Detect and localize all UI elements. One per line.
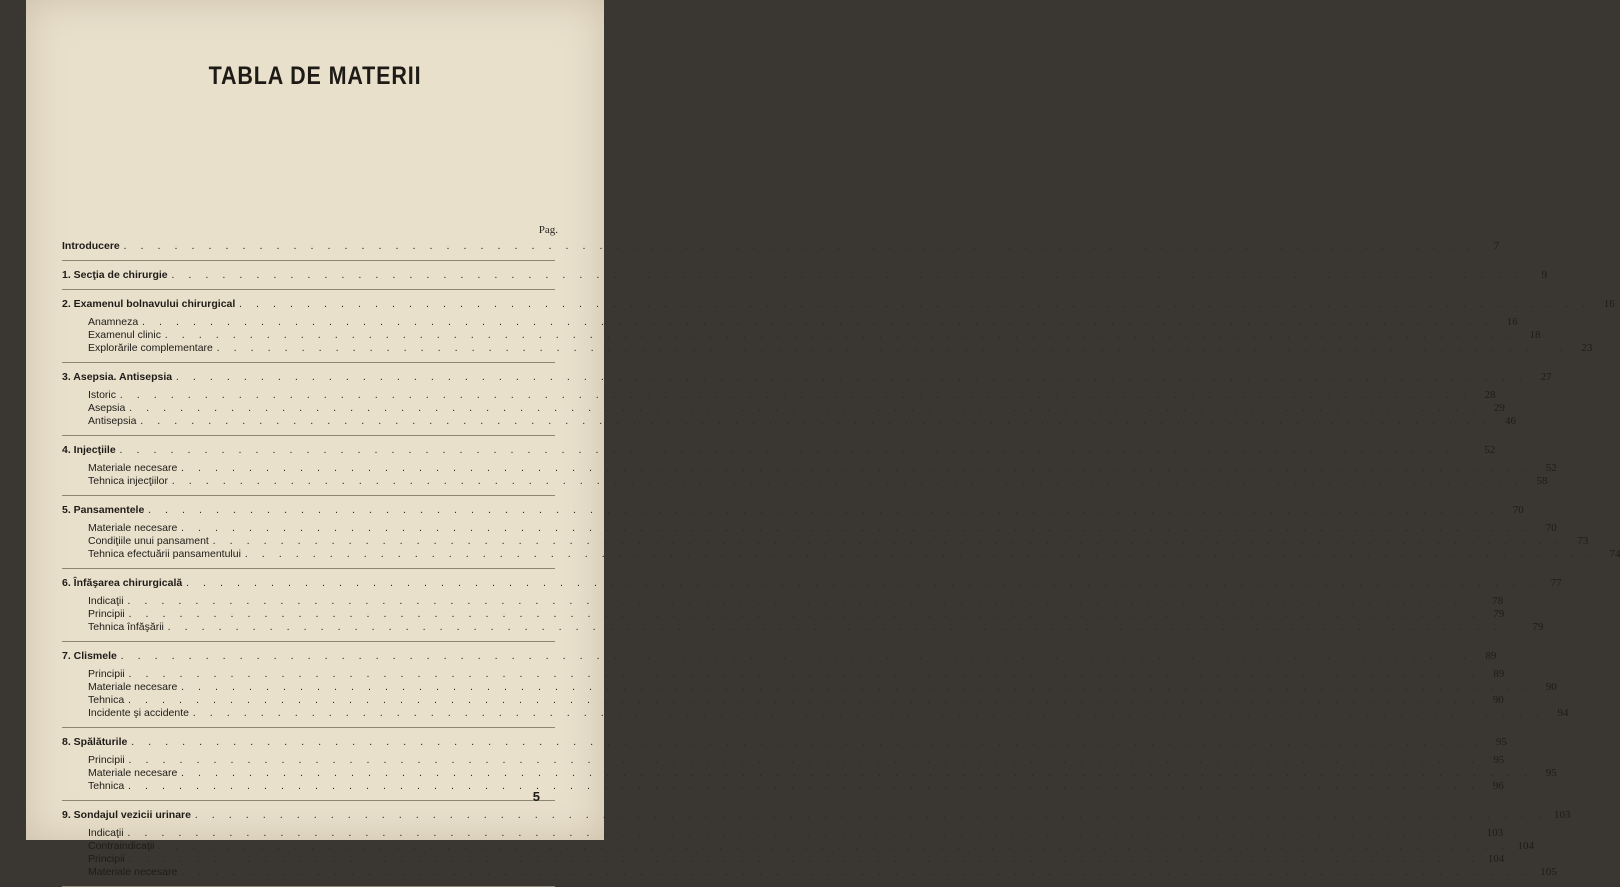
toc-chapter	[62, 444, 1496, 457]
dot-leader: . . . . . . . . . . . . . . . . . . . . . . . . . . . . . . . . . . . . . . . . . . . . . . . . . . . . . . . . . . . . . . . . . . . . . . . . . . . . . . . .	[128, 695, 1480, 706]
toc-subsection-title: Materiale necesare	[88, 767, 178, 779]
toc-subsection-group	[62, 827, 1557, 879]
dot-leader: . . . . . . . . . . . . . . . . . . . . . . . . . . . . . . . . . . . . . . . . . . . . . . . . . . . . . . . . . . . . . . . . . . . . . . . . . . . . . . . .	[181, 523, 1533, 534]
toc-subsection-page: 90	[1545, 681, 1557, 693]
toc-subsection-page: 46	[1504, 415, 1516, 427]
dot-leader: . . . . . . . . . . . . . . . . . . . . . . . . . . . . . . . . . . . . . . . . . . . . . . . . . . . . . . . . . . . . . . . . . . . . . . . . . . . . . . . .	[181, 682, 1533, 693]
dot-leader: . . . . . . . . . . . . . . . . . . . . . . . . . . . . . . . . . . . . . . . . . . . . . . . . . . . . . . . . . . . . . . . . . . . . . . . . . . . . . . . .	[212, 536, 1565, 547]
toc-subsection-page: 73	[1577, 535, 1589, 547]
section-divider	[62, 260, 555, 261]
toc-subsection-title: Materiale necesare	[88, 866, 178, 878]
toc-subsection	[62, 707, 1569, 720]
toc-subsection	[62, 754, 1505, 767]
page-column-header: Pag.	[538, 224, 558, 236]
page-number: 5	[532, 789, 540, 804]
section-divider	[62, 641, 555, 642]
toc-subsection-page: 104	[1517, 840, 1535, 852]
toc-subsection-title: Principii	[88, 853, 125, 865]
dot-leader: . . . . . . . . . . . . . . . . . . . . . . . . . . . . . . . . . . . . . . . . . . . . . . . . . . . . . . . . . . . . . . . . . . . . . . . . . . . . . . . .	[181, 768, 1533, 779]
toc-subsection-title: Incidente şi accidente	[88, 707, 189, 719]
toc-subsection-group	[62, 462, 1557, 488]
toc-subsection-title: Principii	[88, 608, 125, 620]
toc-chapter-page: 9	[1541, 269, 1548, 281]
toc-subsection-title: Anamneza	[88, 316, 139, 328]
toc-subsection-page: 89	[1493, 668, 1505, 680]
dot-leader: . . . . . . . . . . . . . . . . . . . . . . . . . . . . . . . . . . . . . . . . . . . . . . . . . . . . . . . . . . . . . . . . . . . . . . . . . . . . . . . .	[171, 270, 1524, 281]
toc-subsection-page: 70	[1545, 522, 1557, 534]
toc-subsection-group	[62, 316, 1593, 355]
toc-subsection-title: Tehnica înfăşării	[88, 621, 164, 633]
toc-chapter-page: 7	[1493, 240, 1500, 252]
toc-subsection-page: 16	[1506, 316, 1518, 328]
toc-chapter-page: 27	[1540, 371, 1552, 383]
dot-leader: . . . . . . . . . . . . . . . . . . . . . . . . . . . . . . . . . . . . . . . . . . . . . . . . . . . . . . . . . . . . . . . . . . . . . . . . . . . . . . . .	[123, 241, 1476, 252]
toc-subsection	[62, 415, 1516, 428]
toc-subsection	[62, 548, 1620, 561]
toc-chapter-title: 2. Examenul bolnavului chirurgical	[62, 298, 236, 310]
toc-subsection-page: 29	[1493, 402, 1505, 414]
toc-subsection-title: Tehnica efectuării pansamentului	[88, 548, 241, 560]
toc-subsection-page: 58	[1536, 475, 1548, 487]
toc-subsection-title: Tehnica	[88, 694, 125, 706]
dot-leader: . . . . . . . . . . . . . . . . . . . . . . . . . . . . . . . . . . . . . . . . . . . . . . . . . . . . . . . . . . . . . . . . . . . . . . . . . . . . . . . .	[128, 609, 1481, 620]
toc-subsection	[62, 866, 1557, 879]
section-divider	[62, 289, 555, 290]
dot-leader: . . . . . . . . . . . . . . . . . . . . . . . . . . . . . . . . . . . . . . . . . . . . . . . . . . . . . . . . . . . . . . . . . . . . . . . . . . . . . . . .	[131, 737, 1483, 748]
book-page	[26, 0, 1620, 878]
toc-chapter-page: 89	[1485, 650, 1497, 662]
toc-subsection-title: Explorările complementare	[88, 342, 213, 354]
toc-subsection-group	[62, 389, 1516, 428]
section-divider	[62, 727, 555, 728]
section-divider	[62, 435, 555, 436]
dot-leader: . . . . . . . . . . . . . . . . . . . . . . . . . . . . . . . . . . . . . . . . . . . . . . . . . . . . . . . . . . . . . . . . . . . . . . . . . . . . . . . .	[128, 669, 1481, 680]
toc-subsection-group	[62, 522, 1620, 561]
toc-subsection-title: Principii	[88, 668, 125, 680]
toc-subsection	[62, 595, 1504, 608]
toc-subsection	[62, 694, 1504, 707]
toc-chapter-title: 9. Sondajul vezicii urinare	[62, 809, 191, 821]
toc-subsection	[62, 621, 1544, 634]
dot-leader: . . . . . . . . . . . . . . . . . . . . . . . . . . . . . . . . . . . . . . . . . . . . . . . . . . . . . . . . . . . . . . . . . . . . . . . . . . . . . . . .	[128, 755, 1481, 766]
toc-chapter-title: 8. Spălăturile	[62, 736, 128, 748]
toc-subsection-title: Antisepsia	[88, 415, 137, 427]
toc-chapter-page: 70	[1512, 504, 1524, 516]
toc-subsection	[62, 535, 1589, 548]
toc-chapter-title: 1. Secţia de chirurgie	[62, 269, 168, 281]
dot-leader: . . . . . . . . . . . . . . . . . . . . . . . . . . . . . . . . . . . . . . . . . . . . . . . . . . . . . . . . . . . . . . . . . . . . . . . . . . . . . . . .	[176, 372, 1528, 383]
dot-leader: . . . . . . . . . . . . . . . . . . . . . . . . . . . . . . . . . . . . . . . . . . . . . . . . . . . . . . . . . . . . . . . . . . . . . . . . . . . . . . . .	[120, 651, 1473, 662]
toc-subsection-page: 96	[1492, 780, 1504, 792]
toc-chapter-page: 52	[1484, 444, 1496, 456]
dot-leader: . . . . . . . . . . . . . . . . . . . . . . . . . . . . . . . . . . . . . . . . . . . . . . . . . . . . . . . . . . . . . . . . . . . . . . . . . . . . . . . .	[129, 403, 1481, 414]
dot-leader: . . . . . . . . . . . . . . . . . . . . . . . . . . . . . . . . . . . . . . . . . . . . . . . . . . . . . . . . . . . . . . . . . . . . . . . . . . . . . . . .	[167, 622, 1520, 633]
toc-chapter	[62, 240, 1500, 253]
toc-subsection-title: Istoric	[88, 389, 117, 401]
section-divider	[62, 495, 555, 496]
toc-chapter	[62, 736, 1507, 749]
toc-chapter-title: 7. Clismele	[62, 650, 117, 662]
toc-subsection-title: Tehnica	[88, 780, 125, 792]
toc-subsection	[62, 402, 1505, 415]
dot-leader: . . . . . . . . . . . . . . . . . . . . . . . . . . . . . . . . . . . . . . . . . . . . . . . . . . . . . . . . . . . . . . . . . . . . . . . . . . . . . . . .	[164, 330, 1517, 341]
dot-leader: . . . . . . . . . . . . . . . . . . . . . . . . . . . . . . . . . . . . . . . . . . . . . . . . . . . . . . . . . . . . . . . . . . . . . . . . . . . . . . . .	[158, 841, 1511, 852]
toc-subsection-title: Asepsia	[88, 402, 126, 414]
toc-chapter	[62, 504, 1524, 517]
toc-chapter-page: 77	[1550, 577, 1562, 589]
dot-leader: . . . . . . . . . . . . . . . . . . . . . . . . . . . . . . . . . . . . . . . . . . . . . . . . . . . . . . . . . . . . . . . . . . . . . . . . . . . . . . . .	[181, 463, 1533, 474]
toc-subsection-page: 95	[1545, 767, 1557, 779]
section-divider	[62, 568, 555, 569]
toc-subsection-title: Principii	[88, 754, 125, 766]
dot-leader: . . . . . . . . . . . . . . . . . . . . . . . . . . . . . . . . . . . . . . . . . . . . . . . . . . . . . . . . . . . . . . . . . . . . . . . . . . . . . . . .	[128, 781, 1480, 792]
toc-subsection-page: 104	[1487, 853, 1505, 865]
section-divider	[62, 362, 555, 363]
toc-subsection-page: 78	[1492, 595, 1504, 607]
dot-leader: . . . . . . . . . . . . . . . . . . . . . . . . . . . . . . . . . . . . . . . . . . . . . . . . . . . . . . . . . . . . . . . . . . . . . . . . . . . . . . . .	[128, 854, 1481, 865]
dot-leader: . . . . . . . . . . . . . . . . . . . . . . . . . . . . . . . . . . . . . . . . . . . . . . . . . . . . . . . . . . . . . . . . . . . . . . . . . . . . . . . .	[120, 390, 1472, 401]
dot-leader: . . . . . . . . . . . . . . . . . . . . . . . . . . . . . . . . . . . . . . . . . . . . . . . . . . . . . . . . . . . . . . . . . . . . . . . . . . . . . . . .	[194, 810, 1547, 821]
page-title: TABLA DE MATERII	[208, 62, 422, 90]
dot-leader: . . . . . . . . . . . . . . . . . . . . . . . . . . . . . . . . . . . . . . . . . . . . . . . . . . . . . . . . . . . . . . . . . . . . . . . . . . . . . . . .	[142, 317, 1494, 328]
toc-subsection	[62, 827, 1504, 840]
dot-leader: . . . . . . . . . . . . . . . . . . . . . . . . . . . . . . . . . . . . . . . . . . . . . . . . . . . . . . . . . . . . . . . . . . . . . . . . . . . . . . . .	[192, 708, 1545, 719]
toc-subsection-page: 74	[1609, 548, 1620, 560]
dot-leader: . . . . . . . . . . . . . . . . . . . . . . . . . . . . . . . . . . . . . . . . . . . . . . . . . . . . . . . . . . . . . . . . . . . . . . . . . . . . . . . .	[181, 867, 1533, 878]
section-divider	[62, 800, 555, 801]
toc-chapter-title: 4. Injecţiile	[62, 444, 116, 456]
toc-subsection	[62, 608, 1505, 621]
toc-chapter-title: Introducere	[62, 240, 120, 252]
toc-subsection	[62, 853, 1505, 866]
toc-chapter	[62, 371, 1552, 384]
toc-subsection-group	[62, 595, 1544, 634]
toc-subsection-title: Indicaţii	[88, 595, 124, 607]
dot-leader: . . . . . . . . . . . . . . . . . . . . . . . . . . . . . . . . . . . . . . . . . . . . . . . . . . . . . . . . . . . . . . . . . . . . . . . . . . . . . . . .	[186, 578, 1538, 589]
toc-subsection-page: 94	[1557, 707, 1569, 719]
toc-subsection-title: Materiale necesare	[88, 522, 178, 534]
dot-leader: . . . . . . . . . . . . . . . . . . . . . . . . . . . . . . . . . . . . . . . . . . . . . . . . . . . . . . . . . . . . . . . . . . . . . . . . . . . . . . . .	[148, 505, 1500, 516]
toc-subsection-page: 90	[1492, 694, 1504, 706]
toc-subsection	[62, 329, 1541, 342]
dot-leader: . . . . . . . . . . . . . . . . . . . . . . . . . . . . . . . . . . . . . . . . . . . . . . . . . . . . . . . . . . . . . . . . . . . . . . . . . . . . . . . .	[140, 416, 1492, 427]
toc-chapter-title: 6. Înfăşarea chirurgicală	[62, 577, 183, 589]
toc-subsection-page: 95	[1493, 754, 1505, 766]
toc-subsection-title: Materiale necesare	[88, 681, 178, 693]
toc-subsection-group	[62, 668, 1569, 720]
toc-chapter	[62, 809, 1571, 822]
toc-chapter-page: 103	[1553, 809, 1571, 821]
toc-subsection	[62, 462, 1557, 475]
toc-subsection-page: 23	[1581, 342, 1593, 354]
toc-subsection-title: Condiţiile unui pansament	[88, 535, 209, 547]
toc-subsection-title: Indicaţii	[88, 827, 124, 839]
toc-chapter	[62, 269, 1548, 282]
dot-leader: . . . . . . . . . . . . . . . . . . . . . . . . . . . . . . . . . . . . . . . . . . . . . . . . . . . . . . . . . . . . . . . . . . . . . . . . . . . . . . . .	[216, 343, 1569, 354]
toc-subsection	[62, 389, 1496, 402]
dot-leader: . . . . . . . . . . . . . . . . . . . . . . . . . . . . . . . . . . . . . . . . . . . . . . . . . . . . . . . . . . . . . . . . . . . . . . . . . . . . . . . .	[127, 828, 1480, 839]
toc-subsection-page: 79	[1493, 608, 1505, 620]
toc-subsection-title: Examenul clinic	[88, 329, 161, 341]
toc-subsection	[62, 522, 1557, 535]
toc-chapter-title: 5. Pansamentele	[62, 504, 145, 516]
toc-subsection	[62, 316, 1518, 329]
toc-chapter-page: 16	[1603, 298, 1615, 310]
toc-chapter	[62, 577, 1562, 590]
toc-subsection	[62, 681, 1557, 694]
toc-subsection	[62, 767, 1557, 780]
toc-chapter	[62, 298, 1615, 311]
toc-chapter-page: 95	[1495, 736, 1507, 748]
toc-subsection-page: 52	[1545, 462, 1557, 474]
dot-leader: . . . . . . . . . . . . . . . . . . . . . . . . . . . . . . . . . . . . . . . . . . . . . . . . . . . . . . . . . . . . . . . . . . . . . . . . . . . . . . . .	[244, 549, 1597, 560]
toc-subsection	[62, 475, 1548, 488]
toc-subsection	[62, 780, 1504, 793]
toc-subsection-page: 105	[1540, 866, 1557, 878]
toc-subsection-page: 103	[1486, 827, 1504, 839]
toc-subsection-page: 18	[1529, 329, 1541, 341]
toc-subsection-title: Materiale necesare	[88, 462, 178, 474]
toc-subsection	[62, 342, 1593, 355]
toc-subsection	[62, 668, 1505, 681]
toc-subsection-page: 28	[1484, 389, 1496, 401]
toc-subsection-page: 79	[1532, 621, 1544, 633]
toc-chapter-title: 3. Asepsia. Antisepsia	[62, 371, 173, 383]
toc-subsection	[62, 840, 1535, 853]
toc-subsection-title: Contraindicaţii	[88, 840, 155, 852]
dot-leader: . . . . . . . . . . . . . . . . . . . . . . . . . . . . . . . . . . . . . . . . . . . . . . . . . . . . . . . . . . . . . . . . . . . . . . . . . . . . . . . .	[239, 299, 1591, 310]
toc-chapter	[62, 650, 1497, 663]
toc-subsection-title: Tehnica injecţiilor	[88, 475, 168, 487]
dot-leader: . . . . . . . . . . . . . . . . . . . . . . . . . . . . . . . . . . . . . . . . . . . . . . . . . . . . . . . . . . . . . . . . . . . . . . . . . . . . . . . .	[171, 476, 1524, 487]
toc-subsection-group	[62, 754, 1557, 793]
table-of-contents	[62, 240, 1620, 887]
dot-leader: . . . . . . . . . . . . . . . . . . . . . . . . . . . . . . . . . . . . . . . . . . . . . . . . . . . . . . . . . . . . . . . . . . . . . . . . . . . . . . . .	[127, 596, 1480, 607]
dot-leader: . . . . . . . . . . . . . . . . . . . . . . . . . . . . . . . . . . . . . . . . . . . . . . . . . . . . . . . . . . . . . . . . . . . . . . . . . . . . . . . .	[119, 445, 1472, 456]
